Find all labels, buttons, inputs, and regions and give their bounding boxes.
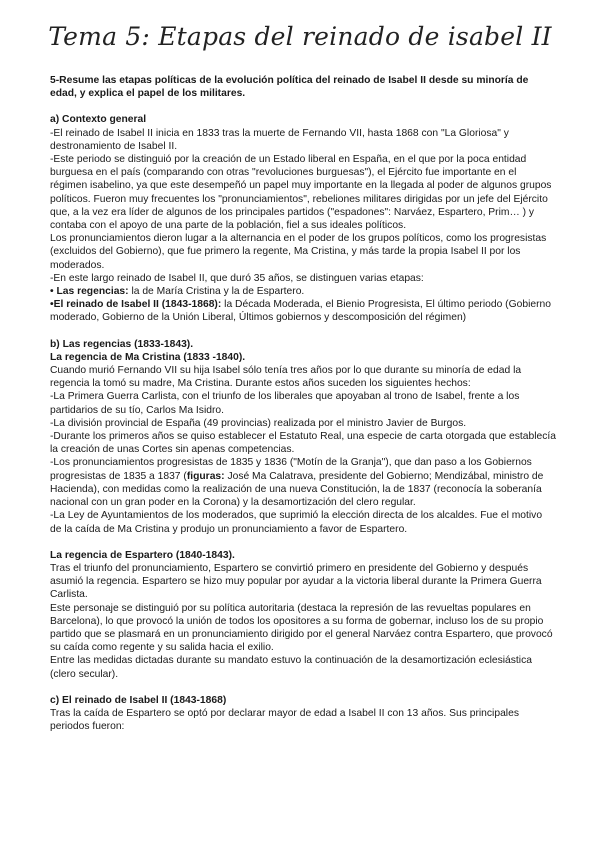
paragraph: -La Primera Guerra Carlista, con el triunfo de los liberales que apoyaban al trono de Isabel, frente a los partidarios de su tío, Carlos Ma Isidro. (50, 391, 520, 416)
bullet-item (50, 298, 556, 324)
section-c-heading: c) El reinado de Isabel II (1843-1868) (50, 694, 227, 706)
section-b-heading: b) Las regencias (1833-1843). (50, 338, 194, 350)
paragraph: -Durante los primeros años se quiso establecer el Estatuto Real, una especie de carta otorgada que establecía la creación de unas Cortes sin apenas competencias. (50, 431, 556, 456)
bullet-text: la de María Cristina y la de Espartero. (128, 286, 305, 298)
bullet-text: la Década Moderada, el Bienio Progresista, El último periodo (Gobierno moderado, Gobierno de la Unión Liberal, Últimos gobiernos y descomposición del régimen) (50, 299, 551, 324)
paragraph: -Este periodo se distinguió por la creación de un Estado liberal en España, en el que por la poca entidad burguesa en el país (comparando con otras "revoluciones burguesas"), el Ejército fue importante en el régimen isabelino, ya que este desempeñó un papel muy importante en la llegada al poder de algunos grupos políticos. Fueron muy frecuentes los "pronunciamientos", rebeliones militares dirigidas por un jefe del Ejército que, a la vez era líder de algunos de los principales partidos ("espadones": Narváez, Espartero, Prim… ) y contaba con el apoyo de una parte de la población, fiel a sus ideales políticos. (50, 154, 552, 232)
bullet-label: •El reinado de Isabel II (1843-1868): (50, 299, 222, 311)
figures-label: figuras: (186, 470, 225, 482)
paragraph: -Los pronunciamientos progresistas de 1835 y 1836 ("Motín de la Granja"), que dan paso a los Gobiernos progresistas de 1835 a 1837 (figuras: José Ma Calatrava, presidente del Gobierno; Mendizábal, ministro de Hacienda), con medidas como la realización de una nueva Constitución, la de 1837 (reconocía la soberanía nacional con un gran poder en la Corona) y la desamortización del clero regular. (50, 457, 544, 509)
paragraph: Tras la caída de Espartero se optó por declarar mayor de edad a Isabel II con 13 años. Sus principales periodos fueron: (50, 707, 519, 733)
paragraph: Entre las medidas dictadas durante su mandato estuvo la continuación de la desamortización eclesiástica (clero secular). (50, 655, 532, 680)
subsection-heading: La regencia de Espartero (1840-1843). (50, 549, 235, 561)
paragraph: Cuando murió Fernando VII su hija Isabel sólo tenía tres años por lo que durante su minoría de edad la regencia la tomó su madre, Ma Cristina. Durante estos años suceden los siguientes hechos: (50, 365, 522, 390)
bullet-label: • Las regencias: (50, 286, 129, 298)
subsection-heading: La regencia de Ma Cristina (1833 -1840). (50, 351, 246, 363)
section-a-heading: a) Contexto general (50, 114, 147, 126)
paragraph: -En este largo reinado de Isabel II, que duró 35 años, se distinguen varias etapas: (50, 272, 424, 284)
question-text: 5-Resume las etapas políticas de la evolución política del reinado de Isabel II desde su minoría de edad, y explica el papel de los militares. (50, 75, 529, 100)
document-body (50, 74, 556, 733)
paragraph: Los pronunciamientos dieron lugar a la alternancia en el poder de los grupos políticos, como los progresistas (excluidos del Gobierno), que fue primero la regente, Ma Cristina, y más tarde la propia Isabel II por los moderados. (50, 233, 547, 271)
paragraph: -El reinado de Isabel II inicia en 1833 tras la muerte de Fernando VII, hasta 1868 con "La Gloriosa" y destronamiento de Isabel II. (50, 127, 509, 152)
paragraph: Tras el triunfo del pronunciamiento, Espartero se convirtió primero en presidente del Gobierno y después asumió la regencia. Espartero se hizo muy popular por ayudar a la victoria liberal durante la Primera Guerra Carlista. (50, 562, 542, 601)
paragraph: -La división provincial de España (49 provincias) realizada por el ministro Javier de Burgos. (50, 417, 467, 429)
paragraph: -La Ley de Ayuntamientos de los moderados, que suprimió la elección directa de los alcaldes. Fue el motivo de la caída de Ma Cristina y produjo un pronunciamiento a favor de Espartero. (50, 510, 543, 535)
page-title: Tema 5: Etapas del reinado de isabel II (48, 22, 552, 51)
paragraph: Este personaje se distinguió por su política autoritaria (destaca la represión de las revueltas populares en Barcelona), lo que provocó la unión de todos los opositores a su forma de gobernar, incluso los de su propio partido que se plasmará en un pronunciamiento dirigido por el general Narváez contra Espartero, que provocó su caída como regente y su salida hacia el exilio. (50, 602, 553, 654)
bullet-item (50, 285, 556, 298)
